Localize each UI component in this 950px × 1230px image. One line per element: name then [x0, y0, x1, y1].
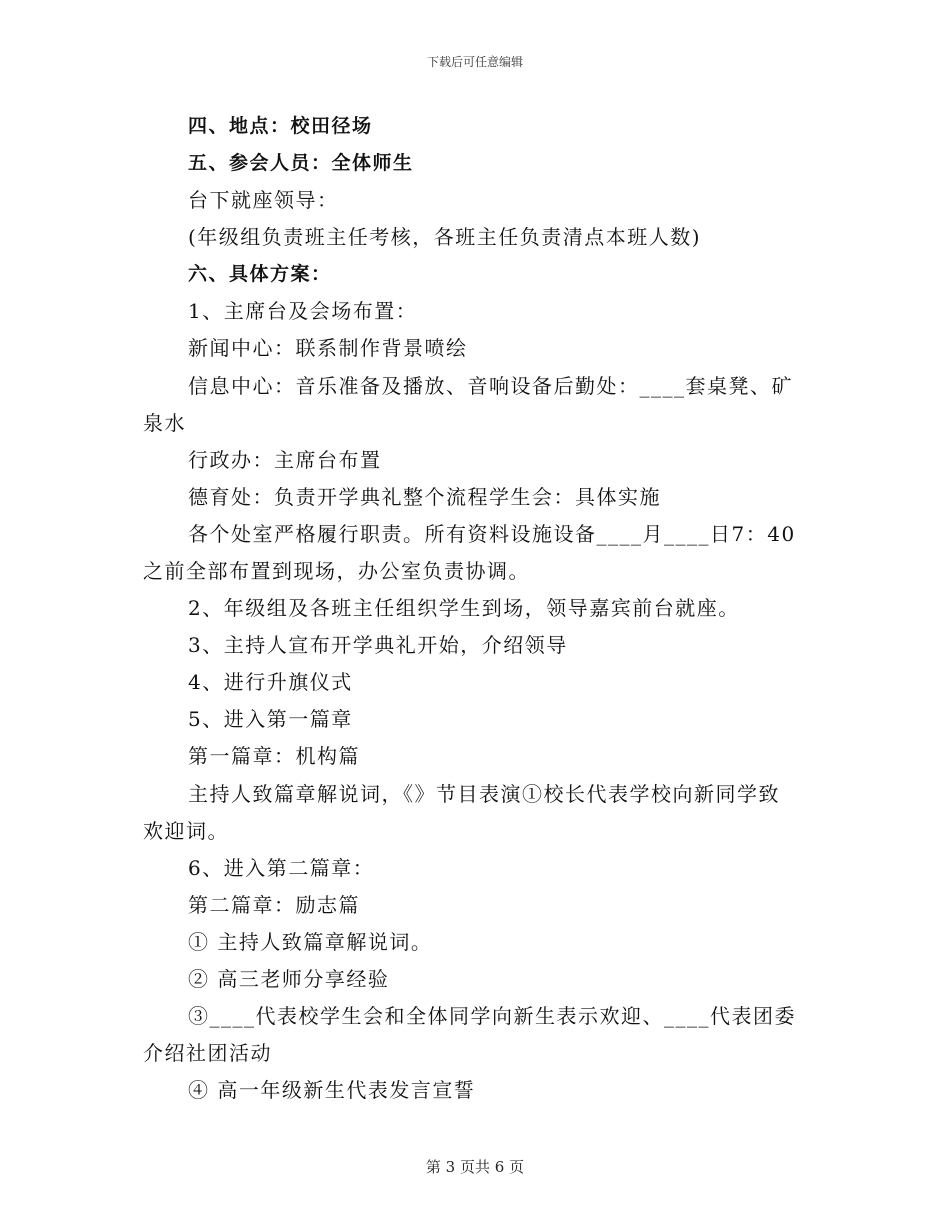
- list-item: ① 主持人致篇章解说词。: [188, 930, 433, 954]
- list-item: 3、主持人宣布开学典礼开始，介绍领导: [188, 633, 568, 657]
- paragraph-line: 信息中心：音乐准备及播放、音响设备后勤处：____套桌凳、矿: [188, 374, 793, 398]
- page-header: 下载后可任意编辑: [426, 55, 523, 69]
- paragraph-line: 泉水: [143, 411, 186, 435]
- paragraph-line: 行政办：主席台布置: [188, 448, 382, 472]
- paragraph-line: 新闻中心：联系制作背景喷绘: [188, 336, 468, 360]
- list-item: 1、主席台及会场布置：: [188, 299, 418, 323]
- paragraph-line: 之前全部布置到现场，办公室负责协调。: [143, 559, 530, 583]
- heading-plan: 六、具体方案：: [188, 263, 332, 285]
- paragraph-line: 主持人致篇章解说词，《》节目表演①校长代表学校向新同学致: [188, 782, 780, 806]
- list-item: 4、进行升旗仪式: [188, 670, 353, 694]
- paragraph-line: 第二篇章：励志篇: [188, 893, 360, 917]
- paragraph-line: 介绍社团活动: [143, 1041, 272, 1065]
- paragraph-line: 各个处室严格履行职责。所有资料设施设备____月____日7：40: [188, 522, 796, 546]
- paragraph-line: 德育处：负责开学典礼整个流程学生会：具体实施: [188, 485, 661, 509]
- heading-location: 四、地点：校田径场: [188, 115, 373, 137]
- list-item: ② 高三老师分享经验: [188, 967, 390, 991]
- page-footer: 第 3 页共 6 页: [425, 1158, 525, 1176]
- paragraph-line: 欢迎词。: [143, 819, 229, 843]
- paragraph-line: 第一篇章：机构篇: [188, 744, 360, 768]
- list-item: 2、年级组及各班主任组织学生到场，领导嘉宾前台就座。: [188, 596, 740, 620]
- list-item: 5、进入第一篇章: [188, 707, 353, 731]
- list-item: 6、进入第二篇章：: [188, 856, 375, 880]
- paragraph-line: 台下就座领导：: [188, 188, 339, 212]
- heading-attendees: 五、参会人员：全体师生: [188, 152, 414, 174]
- list-item: ④ 高一年级新生代表发言宣誓: [188, 1078, 476, 1102]
- paragraph-line: (年级组负责班主任考核，各班主任负责清点本班人数): [188, 225, 702, 249]
- list-item: ③____代表校学生会和全体同学向新生表示欢迎、____代表团委: [188, 1004, 796, 1028]
